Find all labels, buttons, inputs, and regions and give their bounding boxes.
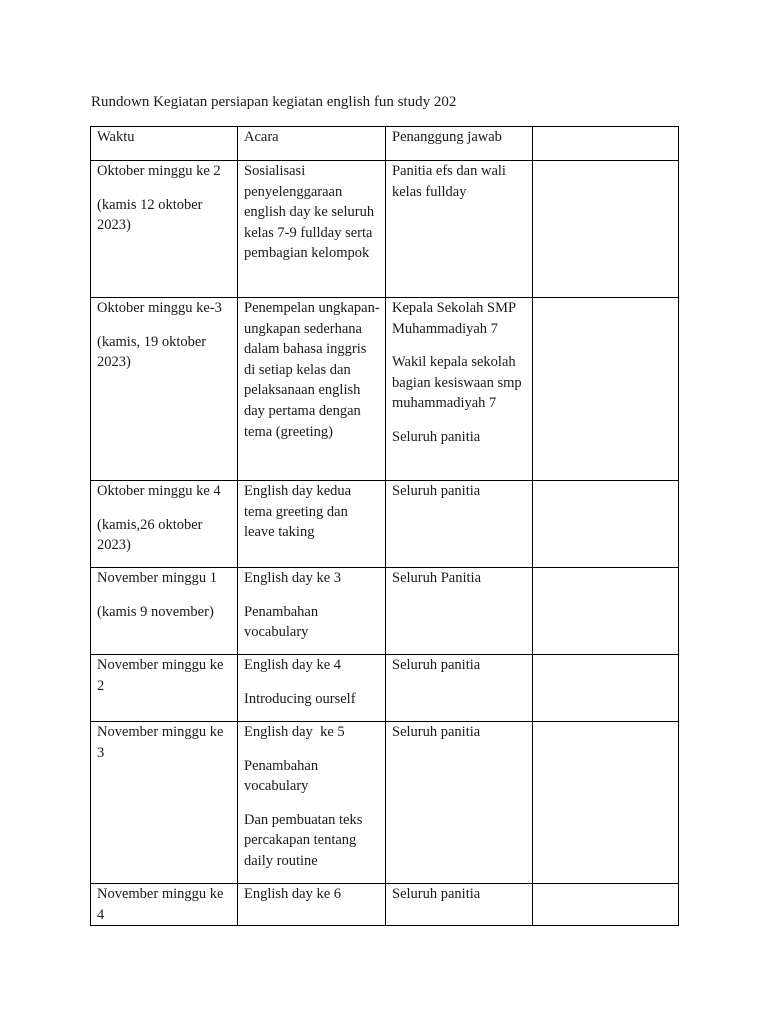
cell-text: Wakil kepala sekolah bagian kesiswaan smp muhammadiyah 7 (392, 354, 522, 412)
cell-text: English day kedua tema greeting dan leave taking (244, 483, 352, 541)
cell-text: Dan pembuatan teks percakapan tentang daily routine (244, 811, 363, 869)
cell-penanggung-jawab (386, 161, 533, 298)
cell-waktu (91, 884, 238, 926)
cell-acara (238, 161, 386, 298)
cell-text: English day ke 3 (244, 570, 342, 586)
cell-extra (533, 298, 679, 481)
cell-text: (kamis,26 oktober 2023) (97, 516, 203, 554)
cell-text: Seluruh panitia (392, 428, 481, 445)
cell-extra (533, 161, 679, 298)
cell-text: Oktober minggu ke 2 (97, 163, 221, 179)
cell-text: English day ke 4 (244, 657, 342, 673)
cell-penanggung-jawab (386, 655, 533, 722)
table-row (91, 884, 679, 926)
table-row (91, 481, 679, 568)
cell-extra (533, 655, 679, 722)
cell-text: Seluruh panitia (392, 657, 481, 673)
cell-text: (kamis 12 oktober 2023) (97, 196, 203, 234)
cell-waktu (91, 568, 238, 655)
cell-text: Seluruh Panitia (392, 570, 482, 586)
header-acara: Acara (238, 127, 386, 161)
cell-penanggung-jawab (386, 722, 533, 884)
rundown-table (90, 126, 679, 926)
cell-waktu (91, 161, 238, 298)
cell-penanggung-jawab (386, 884, 533, 926)
cell-text: Oktober minggu ke 4 (97, 483, 221, 499)
cell-acara (238, 568, 386, 655)
cell-text: November minggu ke 2 (97, 657, 224, 694)
table-row (91, 161, 679, 298)
cell-waktu (91, 298, 238, 481)
header-waktu: Waktu (91, 127, 238, 161)
cell-text: (kamis, 19 oktober 2023) (97, 333, 207, 371)
cell-text: November minggu 1 (97, 570, 218, 586)
document-title: Rundown Kegiatan persiapan kegiatan english fun study 202 (91, 94, 457, 110)
cell-text: Seluruh panitia (392, 724, 481, 740)
table-header-row (91, 127, 679, 161)
cell-extra (533, 568, 679, 655)
cell-waktu (91, 722, 238, 884)
cell-text: Penambahan vocabulary (244, 603, 319, 641)
cell-text: English day ke 5 (244, 724, 345, 740)
cell-text: (kamis 9 november) (97, 603, 214, 620)
cell-text: Sosialisasi penyelenggaraan english day ke seluruh kelas 7-9 fullday serta pembagian kelompok (244, 163, 375, 262)
cell-acara (238, 722, 386, 884)
table-row (91, 568, 679, 655)
cell-acara (238, 481, 386, 568)
cell-penanggung-jawab (386, 481, 533, 568)
header-empty (533, 127, 679, 161)
cell-acara (238, 884, 386, 926)
cell-waktu (91, 655, 238, 722)
table-row (91, 722, 679, 884)
cell-text: English day ke 6 (244, 886, 342, 902)
cell-text: Penambahan vocabulary (244, 757, 319, 795)
header-penanggung-jawab: Penanggung jawab (386, 127, 533, 161)
cell-waktu (91, 481, 238, 568)
cell-text: November minggu ke 3 (97, 724, 224, 761)
cell-text: Introducing ourself (244, 690, 356, 707)
cell-text: Seluruh panitia (392, 483, 481, 499)
cell-penanggung-jawab (386, 298, 533, 481)
cell-text: Penempelan ungkapan- ungkapan sederhana dalam bahasa inggris di setiap kelas dan pelaksanaan english day pertama dengan tema (greeting) (244, 300, 380, 440)
cell-extra (533, 481, 679, 568)
cell-text: November minggu ke 4 (97, 886, 224, 923)
cell-text: Kepala Sekolah SMP Muhammadiyah 7 (392, 300, 516, 337)
cell-acara (238, 655, 386, 722)
cell-text: Seluruh panitia (392, 886, 481, 902)
table-row (91, 298, 679, 481)
cell-penanggung-jawab (386, 568, 533, 655)
cell-text: Oktober minggu ke-3 (97, 300, 222, 316)
cell-acara (238, 298, 386, 481)
cell-extra (533, 884, 679, 926)
cell-extra (533, 722, 679, 884)
cell-text: Panitia efs dan wali kelas fullday (392, 163, 506, 200)
table-row (91, 655, 679, 722)
